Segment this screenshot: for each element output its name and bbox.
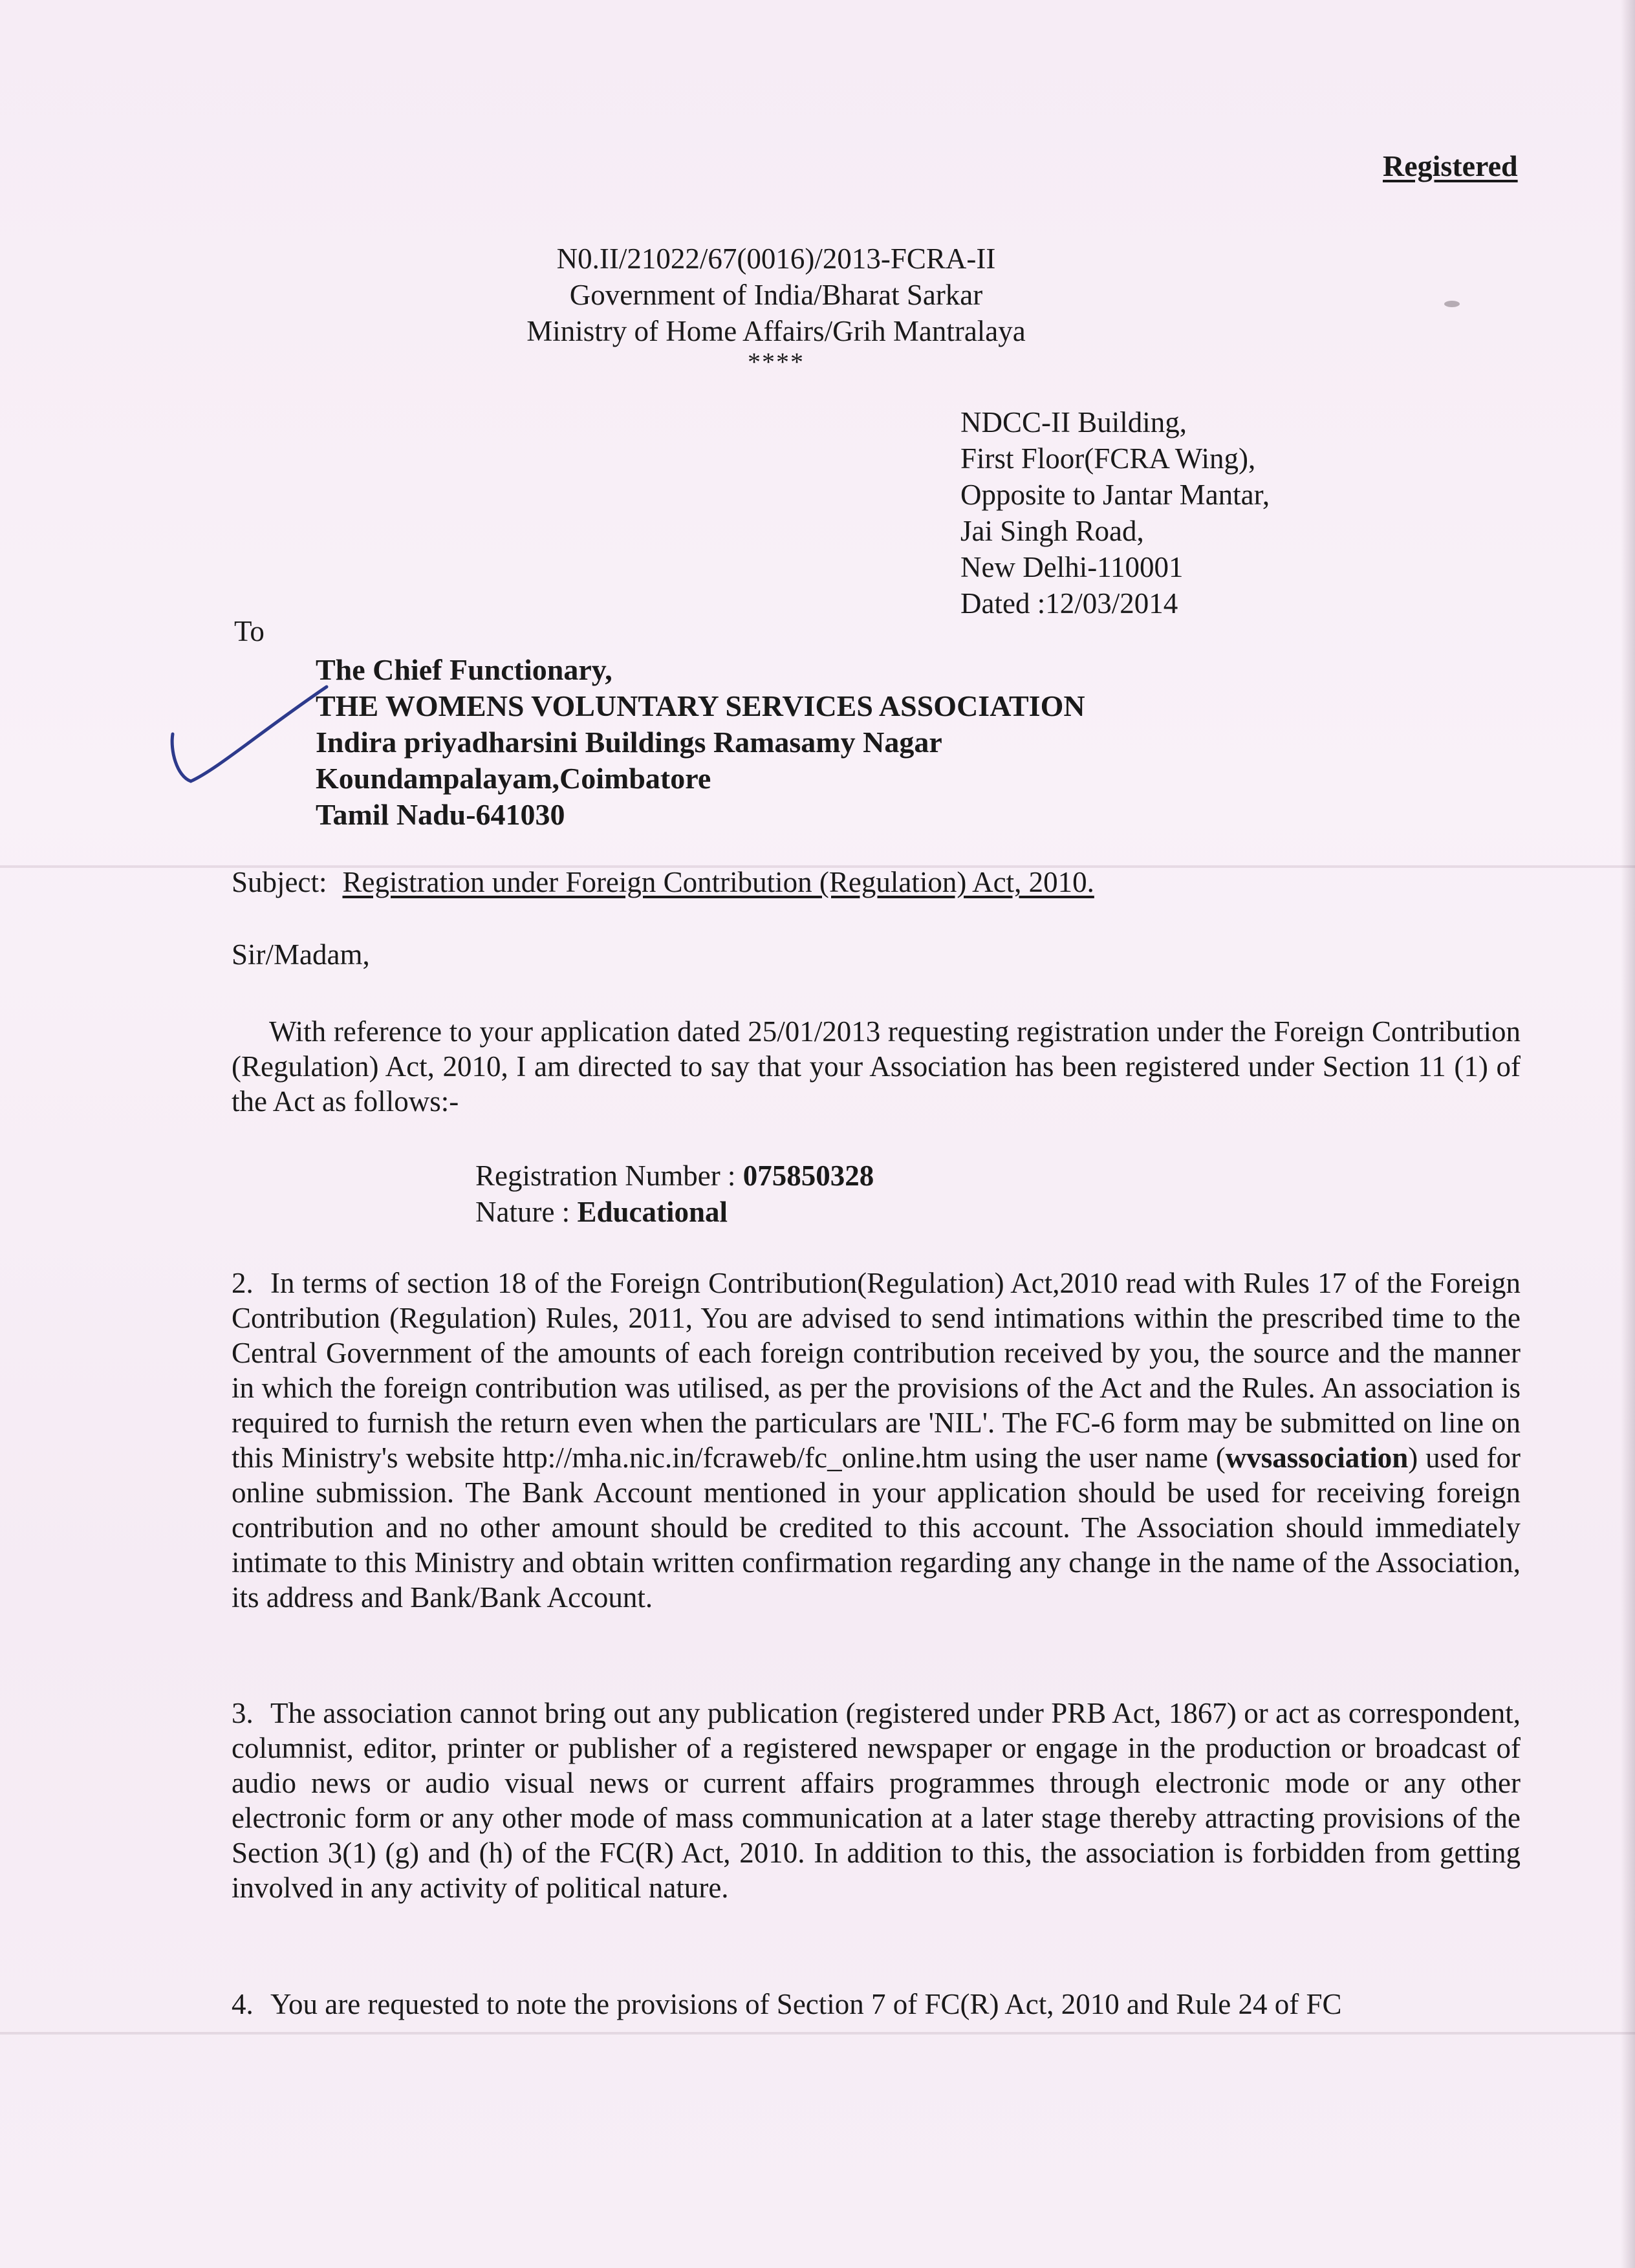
paper-fold-line <box>0 2032 1635 2035</box>
paragraph-number: 4. <box>232 1988 254 2020</box>
paragraph-4-text: You are requested to note the provisions of Section 7 of FC(R) Act, 2010 and Rule 24 of FC <box>270 1988 1342 2020</box>
registered-label: Registered <box>1383 149 1518 182</box>
recipient-line: Koundampalayam,Coimbatore <box>316 762 711 795</box>
registration-details <box>475 1158 874 1230</box>
pen-tick-mark <box>165 679 333 789</box>
sender-address-line: First Floor(FCRA Wing), <box>960 442 1256 475</box>
paragraph-4 <box>232 1987 1521 2022</box>
paragraph-2-text-a: In terms of section 18 of the Foreign Contribution(Regulation) Act,2010 read with Rules 17 of the Foreign Contribution (Regulation) Rules, 2011, You are advised to send intimations within the prescribed time to the Central Government of the amounts of each foreign contribution received by you, the source and the manner in which the foreign contribution was utilised, as per the provisions of the Act and the Rules. An association is required to furnish the return even when the particulars are 'NIL'. The FC-6 form may be submitted on line on this Ministry's website http://mha.nic.in/fcraweb/fc_online.htm using the user name ( <box>232 1267 1521 1474</box>
sender-address-line: New Delhi-110001 <box>960 551 1184 583</box>
ink-smudge <box>1436 294 1468 314</box>
letter-date: Dated :12/03/2014 <box>960 587 1178 620</box>
sender-address <box>960 404 1270 621</box>
salutation: Sir/Madam, <box>232 938 370 971</box>
registration-number: 075850328 <box>742 1160 874 1192</box>
ministry-name: Ministry of Home Affairs/Grih Mantralaya <box>526 315 1026 347</box>
recipient-organization: THE WOMENS VOLUNTARY SERVICES ASSOCIATION <box>316 689 1085 722</box>
online-username: wvsassociation <box>1225 1442 1409 1474</box>
nature-label: Nature : <box>475 1196 578 1228</box>
paragraph-3-text: The association cannot bring out any publication (registered under PRB Act, 1867) or act as correspondent, columnist, editor, printer or publisher of a registered newspaper or engage in the production or broadcast of audio news or audio visual news or current affairs programmes through electronic mode or any other electronic form or any other mode of mass communication at a later stage thereby attracting provisions of the Section 3(1) (g) and (h) of the FC(R) Act, 2010. In addition to this, the association is forbidden from getting involved in any activity of political nature. <box>232 1697 1521 1904</box>
recipient-line: The Chief Functionary, <box>316 653 612 686</box>
subject-text: Registration under Foreign Contribution (Regulation) Act, 2010. <box>342 866 1094 898</box>
sender-address-line: Opposite to Jantar Mantar, <box>960 479 1270 511</box>
header-separator-stars: **** <box>748 347 805 376</box>
paper-edge-shadow <box>1621 0 1635 2268</box>
recipient-address <box>316 652 1085 833</box>
recipient-line: Indira priyadharsini Buildings Ramasamy Nagar <box>316 726 942 759</box>
to-label: To <box>234 615 265 647</box>
letter-header <box>453 241 1099 375</box>
nature-line <box>475 1194 874 1230</box>
recipient-line: Tamil Nadu-641030 <box>316 798 565 831</box>
paragraph-2-text-b: ) used for online submission. The Bank Account mentioned in your application should be used for receiving foreign contribution and no other amount should be credited to this account. The Association should immediately intimate to this Ministry and obtain written confirmation regarding any change in the name of the Association, its address and Bank/Bank Account. <box>232 1442 1521 1614</box>
subject-label: Subject: <box>232 866 327 898</box>
nature-value: Educational <box>577 1196 728 1228</box>
subject-line <box>232 865 1094 899</box>
paragraph-1: With reference to your application dated 25/01/2013 requesting registration under the Foreign Contribution (Regulation) Act, 2010, I am directed to say that your Association has been registered under Section 11 (1) of the Act as follows:- <box>232 1015 1521 1118</box>
paragraph-3 <box>232 1696 1521 1905</box>
reference-number: N0.II/21022/67(0016)/2013-FCRA-II <box>556 243 996 275</box>
sender-address-line: Jai Singh Road, <box>960 515 1144 547</box>
paragraph-2 <box>232 1266 1521 1615</box>
paragraph-number: 3. <box>232 1697 254 1729</box>
paragraph-number: 2. <box>232 1267 254 1299</box>
government-name: Government of India/Bharat Sarkar <box>569 279 983 311</box>
sender-address-line: NDCC-II Building, <box>960 406 1187 438</box>
registration-number-label: Registration Number : <box>475 1160 743 1192</box>
registration-number-line <box>475 1158 874 1194</box>
